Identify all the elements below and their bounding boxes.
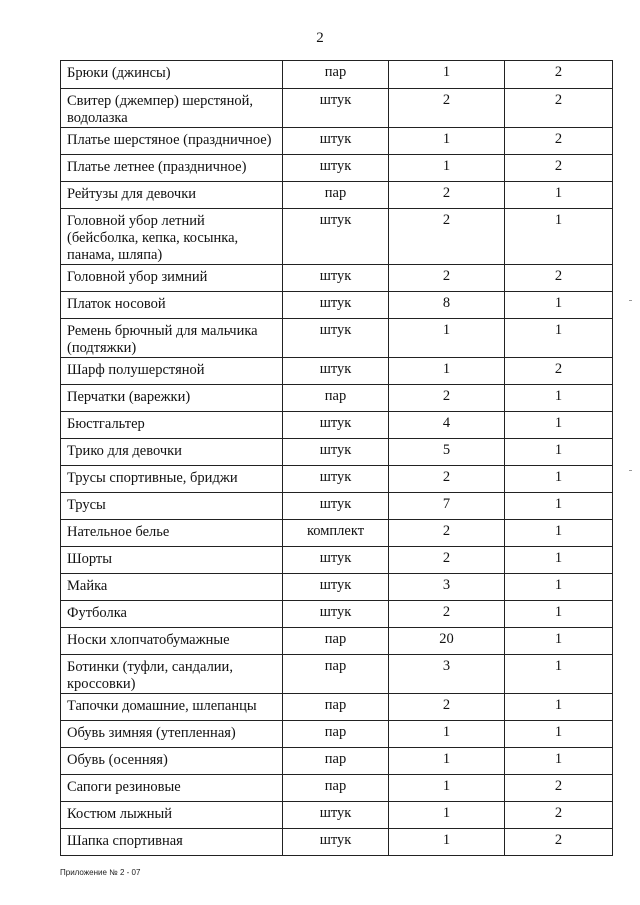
wear-period-cell: 1 <box>505 574 613 601</box>
scan-artifact <box>629 300 632 301</box>
unit-cell: штук <box>283 319 389 358</box>
wear-period-cell: 1 <box>505 748 613 775</box>
item-name-cell: Свитер (джемпер) шерстяной, водолазка <box>61 89 283 128</box>
table-row <box>61 574 613 601</box>
item-name-cell: Майка <box>61 574 283 601</box>
clothing-norms-table <box>60 60 613 856</box>
wear-period-cell: 1 <box>505 319 613 358</box>
quantity-cell: 7 <box>389 493 505 520</box>
wear-period-cell: 1 <box>505 439 613 466</box>
wear-period-cell: 2 <box>505 358 613 385</box>
quantity-cell: 1 <box>389 775 505 802</box>
wear-period-cell: 2 <box>505 89 613 128</box>
table-row <box>61 89 613 128</box>
wear-period-cell: 2 <box>505 775 613 802</box>
item-name-cell: Перчатки (варежки) <box>61 385 283 412</box>
unit-cell: штук <box>283 574 389 601</box>
item-name-cell: Бюстгальтер <box>61 412 283 439</box>
unit-cell: штук <box>283 209 389 265</box>
quantity-cell: 2 <box>389 520 505 547</box>
table-row <box>61 466 613 493</box>
quantity-cell: 2 <box>389 466 505 493</box>
wear-period-cell: 1 <box>505 182 613 209</box>
unit-cell: штук <box>283 292 389 319</box>
unit-cell: штук <box>283 802 389 829</box>
item-name-cell: Костюм лыжный <box>61 802 283 829</box>
quantity-cell: 2 <box>389 182 505 209</box>
table-row <box>61 628 613 655</box>
item-name-cell: Сапоги резиновые <box>61 775 283 802</box>
table-row <box>61 319 613 358</box>
quantity-cell: 2 <box>389 385 505 412</box>
item-name-cell: Обувь зимняя (утепленная) <box>61 721 283 748</box>
quantity-cell: 2 <box>389 89 505 128</box>
unit-cell: пар <box>283 721 389 748</box>
wear-period-cell: 2 <box>505 155 613 182</box>
wear-period-cell: 2 <box>505 829 613 856</box>
quantity-cell: 2 <box>389 265 505 292</box>
item-name-cell: Трусы спортивные, бриджи <box>61 466 283 493</box>
table-row <box>61 155 613 182</box>
unit-cell: штук <box>283 829 389 856</box>
table-row <box>61 412 613 439</box>
wear-period-cell: 1 <box>505 694 613 721</box>
quantity-cell: 5 <box>389 439 505 466</box>
unit-cell: штук <box>283 439 389 466</box>
wear-period-cell: 1 <box>505 628 613 655</box>
unit-cell: штук <box>283 155 389 182</box>
wear-period-cell: 1 <box>505 601 613 628</box>
wear-period-cell: 1 <box>505 655 613 694</box>
quantity-cell: 2 <box>389 694 505 721</box>
unit-cell: штук <box>283 128 389 155</box>
item-name-cell: Футболка <box>61 601 283 628</box>
unit-cell: пар <box>283 385 389 412</box>
table-row <box>61 61 613 89</box>
item-name-cell: Ремень брючный для мальчика (подтяжки) <box>61 319 283 358</box>
table-row <box>61 775 613 802</box>
table-row <box>61 829 613 856</box>
wear-period-cell: 2 <box>505 128 613 155</box>
unit-cell: штук <box>283 601 389 628</box>
quantity-cell: 20 <box>389 628 505 655</box>
table-row <box>61 493 613 520</box>
item-name-cell: Платье шерстяное (праздничное) <box>61 128 283 155</box>
item-name-cell: Головной убор летний (бейсболка, кепка, косынка, панама, шляпа) <box>61 209 283 265</box>
quantity-cell: 3 <box>389 655 505 694</box>
table-row <box>61 209 613 265</box>
item-name-cell: Тапочки домашние, шлепанцы <box>61 694 283 721</box>
wear-period-cell: 1 <box>505 493 613 520</box>
table-row <box>61 547 613 574</box>
quantity-cell: 1 <box>389 319 505 358</box>
item-name-cell: Шарф полушерстяной <box>61 358 283 385</box>
unit-cell: пар <box>283 182 389 209</box>
item-name-cell: Трусы <box>61 493 283 520</box>
table-row <box>61 694 613 721</box>
quantity-cell: 1 <box>389 829 505 856</box>
table-row <box>61 520 613 547</box>
wear-period-cell: 1 <box>505 547 613 574</box>
table-row <box>61 748 613 775</box>
unit-cell: пар <box>283 694 389 721</box>
unit-cell: комплект <box>283 520 389 547</box>
quantity-cell: 1 <box>389 61 505 89</box>
item-name-cell: Шапка спортивная <box>61 829 283 856</box>
wear-period-cell: 1 <box>505 721 613 748</box>
item-name-cell: Трико для девочки <box>61 439 283 466</box>
unit-cell: штук <box>283 547 389 574</box>
unit-cell: штук <box>283 89 389 128</box>
quantity-cell: 1 <box>389 802 505 829</box>
wear-period-cell: 1 <box>505 385 613 412</box>
unit-cell: пар <box>283 748 389 775</box>
unit-cell: штук <box>283 358 389 385</box>
unit-cell: штук <box>283 493 389 520</box>
item-name-cell: Рейтузы для девочки <box>61 182 283 209</box>
table-row <box>61 292 613 319</box>
wear-period-cell: 2 <box>505 265 613 292</box>
table-row <box>61 182 613 209</box>
quantity-cell: 8 <box>389 292 505 319</box>
table-row <box>61 128 613 155</box>
table-row <box>61 655 613 694</box>
item-name-cell: Платок носовой <box>61 292 283 319</box>
wear-period-cell: 2 <box>505 61 613 89</box>
wear-period-cell: 1 <box>505 412 613 439</box>
page-number: 2 <box>316 30 324 46</box>
table-row <box>61 385 613 412</box>
quantity-cell: 2 <box>389 601 505 628</box>
scan-artifact <box>629 470 632 471</box>
quantity-cell: 4 <box>389 412 505 439</box>
wear-period-cell: 1 <box>505 520 613 547</box>
item-name-cell: Шорты <box>61 547 283 574</box>
unit-cell: штук <box>283 265 389 292</box>
quantity-cell: 2 <box>389 547 505 574</box>
unit-cell: пар <box>283 61 389 89</box>
table-row <box>61 358 613 385</box>
quantity-cell: 1 <box>389 748 505 775</box>
item-name-cell: Платье летнее (праздничное) <box>61 155 283 182</box>
item-name-cell: Носки хлопчатобумажные <box>61 628 283 655</box>
quantity-cell: 1 <box>389 155 505 182</box>
item-name-cell: Брюки (джинсы) <box>61 61 283 89</box>
table-row <box>61 601 613 628</box>
table-row <box>61 721 613 748</box>
unit-cell: пар <box>283 775 389 802</box>
unit-cell: штук <box>283 412 389 439</box>
quantity-cell: 1 <box>389 721 505 748</box>
item-name-cell: Головной убор зимний <box>61 265 283 292</box>
wear-period-cell: 1 <box>505 292 613 319</box>
item-name-cell: Ботинки (туфли, сандалии, кроссовки) <box>61 655 283 694</box>
table-row <box>61 439 613 466</box>
unit-cell: пар <box>283 655 389 694</box>
table-row <box>61 265 613 292</box>
item-name-cell: Обувь (осенняя) <box>61 748 283 775</box>
unit-cell: штук <box>283 466 389 493</box>
quantity-cell: 2 <box>389 209 505 265</box>
table-row <box>61 802 613 829</box>
quantity-cell: 1 <box>389 128 505 155</box>
unit-cell: пар <box>283 628 389 655</box>
wear-period-cell: 2 <box>505 802 613 829</box>
wear-period-cell: 1 <box>505 466 613 493</box>
quantity-cell: 1 <box>389 358 505 385</box>
item-name-cell: Нательное белье <box>61 520 283 547</box>
quantity-cell: 3 <box>389 574 505 601</box>
footer-appendix-label: Приложение № 2 - 07 <box>60 868 141 877</box>
wear-period-cell: 1 <box>505 209 613 265</box>
